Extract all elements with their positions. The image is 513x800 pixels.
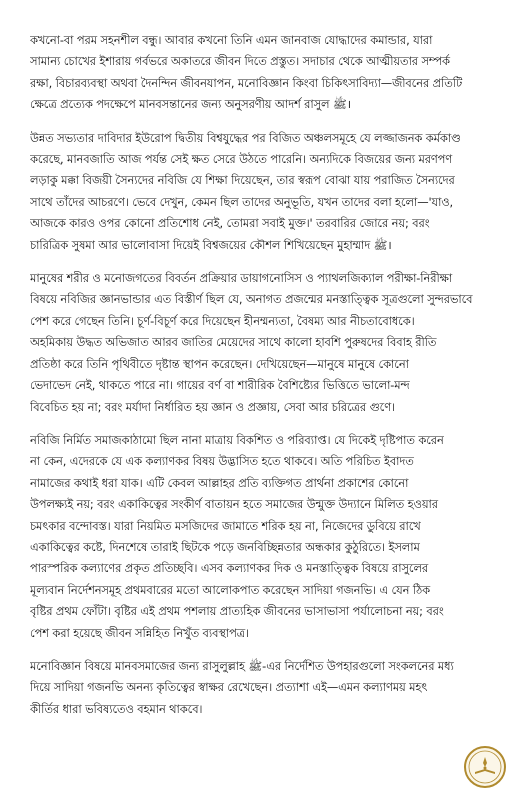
text-line: কখনো-বা পরম সহনশীল বন্ধু। আবার কখনো তিনি এমন জানবাজ যোদ্ধাদের কমান্ডার, যারা — [30, 33, 433, 47]
text-line: বিবেচিত হয় না; বরং মর্যাদা নির্ধারিত হয় জ্ঞান ও প্রজ্ঞায়, সেবা আর চরিত্রের গুণে। — [30, 399, 395, 414]
text-line: পেশ করে গেছেন তিনি। চূর্ণ-বিচূর্ণ করে দিয়েছেন হীনম্মন্যতা, বৈষম্য আর নীচতাবোধকে। — [30, 313, 415, 328]
text-line: পেশ করা হয়েছে জীবন সন্নিহিত নিখুঁত ব্যবস্থাপত্র। — [30, 625, 249, 640]
text-line: উপলক্ষ্যই নয়; বরং একাকিত্বের সংকীর্ণ বাতায়ন হতে সমাজের উন্মুক্ত উদ্যানে মিলিত হওয়ার — [30, 497, 438, 512]
text-line: একাকিত্বের কষ্টে, দিনশেষে তারাই ছিটকে পড়ে জনবিচ্ছিন্নতার অন্ধকার কুঠুরিতে। ইসলাম — [30, 539, 420, 554]
publisher-logo-icon — [463, 745, 507, 789]
text-line: রক্ষা, বিচারব্যবস্থা অথবা দৈনন্দিন জীবনযাপন, মনোবিজ্ঞান কিংবা চিকিৎসাবিদ্যা—জীবনের প্রতিটি — [30, 75, 463, 90]
text-line: মনোবিজ্ঞান বিষয়ে মানবসমাজের জন্য রাসুলুল্লাহ ﷺ-এর নির্দেশিত উপহারগুলো সংকলনের মধ্য — [30, 658, 454, 673]
text-line: অহমিকায় উদ্ধত অভিজাত আরব জাতির মেয়েদের সাথে কালো হাবশি পুরুষদের বিবাহ রীতি — [30, 335, 437, 350]
text-line: বৃষ্টির প্রথম ফোঁটা। বৃষ্টির এই প্রথম পশলায় প্রাত্যহিক জীবনের ভাসাভাসা পর্যালোচনা নয়; বরং — [30, 604, 444, 619]
paragraph-5 — [30, 656, 488, 720]
text-line: কীর্তির ধারা ভবিষ্যতেও বহমান থাকবে। — [30, 701, 203, 716]
text-line: লড়াকু মক্কা বিজয়ী সৈন্যদের নবিজি যে শিক্ষা দিয়েছেন, তার স্বরূপ বোঝা যায় পরাজিত সৈন্যদের — [30, 173, 455, 188]
document-page — [30, 30, 488, 732]
paragraph-3 — [30, 268, 488, 418]
text-line: নামাজের কথাই ধরা যাক। এটি কেবল আল্লাহর প্রতি ব্যক্তিগত প্রার্থনা প্রকাশের কোনো — [30, 475, 409, 490]
text-line: চমৎকার বন্দোবস্ত। যারা নিয়মিত মসজিদের জামাতে শরিক হয় না, নিজেদের ডুবিয়ে রাখে — [30, 518, 421, 533]
text-line: করেছে, মানবজাতি আজ পর্যন্ত সেই ক্ষত সেরে উঠতে পারেনি। অন্যদিকে বিজয়ের জন্য মরণপণ — [30, 152, 453, 167]
text-line: উন্নত সভ্যতার দাবিদার ইউরোপ দ্বিতীয় বিশ্বযুদ্ধের পর বিজিত অঞ্চলসমূহে যে লজ্জাজনক কর্মকাণ্ড — [30, 130, 461, 145]
text-line: ক্ষেত্রে প্রত্যেক পদক্ষেপে মানবসন্তানের জন্য অনুসরণীয় আদর্শ রাসুল ﷺ। — [30, 97, 351, 112]
text-line: প্রতিষ্ঠা করে তিনি পৃথিবীতে দৃষ্টান্ত স্থাপন করেছেন। দেখিয়েছেন—মানুষে মানুষে কোনো — [30, 356, 409, 371]
text-line: সাথে তাঁদের আচরণে। ভেবে দেখুন, কেমন ছিল তাদের অনুভূতি, যখন তাদের বলা হলো—'যাও, — [30, 194, 454, 209]
text-line: মূল্যবান নির্দেশনসমূহ প্রথমবারের মতো আলোকপাত করেছেন সাদিয়া গজনভি। এ যেন ঠিক — [30, 582, 430, 597]
text-line: চারিত্রিক সুষমা আর ভালোবাসা দিয়েই বিশ্বজয়ের কৌশল শিখিয়েছেন মুহাম্মাদ ﷺ। — [30, 237, 392, 252]
text-line: না কেন, এদেরকে যে এক কল্যাণকর বিষয় উদ্ভাসিত হতে থাকবে। অতি পরিচিত ইবাদত — [30, 454, 414, 469]
text-line: পারস্পরিক কল্যাণের প্রকৃত প্রতিচ্ছবি। এসব কল্যাণকর দিক ও মনস্তাত্ত্বিক বিষয়ে রাসুলের — [30, 561, 429, 576]
text-line: মানুষের শরীর ও মনোজগতের বিবর্তন প্রক্রিয়ার ডায়াগনোসিস ও প্যাথলজিক্যাল পরীক্ষা-নিরীক্ষা — [30, 271, 453, 286]
text-line: সামান্য চোখের ইশারায় গর্বভরে অকাতরে জীবন দিতে প্রস্তুত। সদাচার থেকে আত্মীয়তার সম্পর্ক — [30, 54, 450, 69]
text-line: ভেদাভেদ নেই, থাকতে পারে না। গায়ের বর্ণ বা শারীরিক বৈশিষ্ট্যের ভিত্তিতে ভালো-মন্দ — [30, 378, 410, 393]
text-line: আজকে কারও ওপর কোনো প্রতিশোধ নেই, তোমরা সবাই মুক্ত।' তরবারির জোরে নয়; বরং — [30, 216, 430, 231]
paragraph-4 — [30, 430, 488, 644]
text-line: নবিজি নির্মিত সমাজকাঠামো ছিল নানা মাত্রায় বিকশিত ও পরিব্যাপ্ত। যে দিকেই দৃষ্টিপাত করেন — [30, 432, 444, 447]
paragraph-1 — [30, 30, 488, 116]
text-line: বিষয়ে নবিজির জ্ঞানভান্ডার এত বিস্তীর্ণ ছিল যে, অনাগত প্রজন্মের মনস্তাত্ত্বিক সূত্রগুলো সুন্দরভাবে — [30, 292, 473, 307]
text-line: দিয়ে সাদিয়া গজনভি অনন্য কৃতিত্বের স্বাক্ষর রেখেছেন। প্রত্যাশা এই—এমন কল্যাণময় মহৎ — [30, 680, 428, 695]
paragraph-2 — [30, 128, 488, 256]
